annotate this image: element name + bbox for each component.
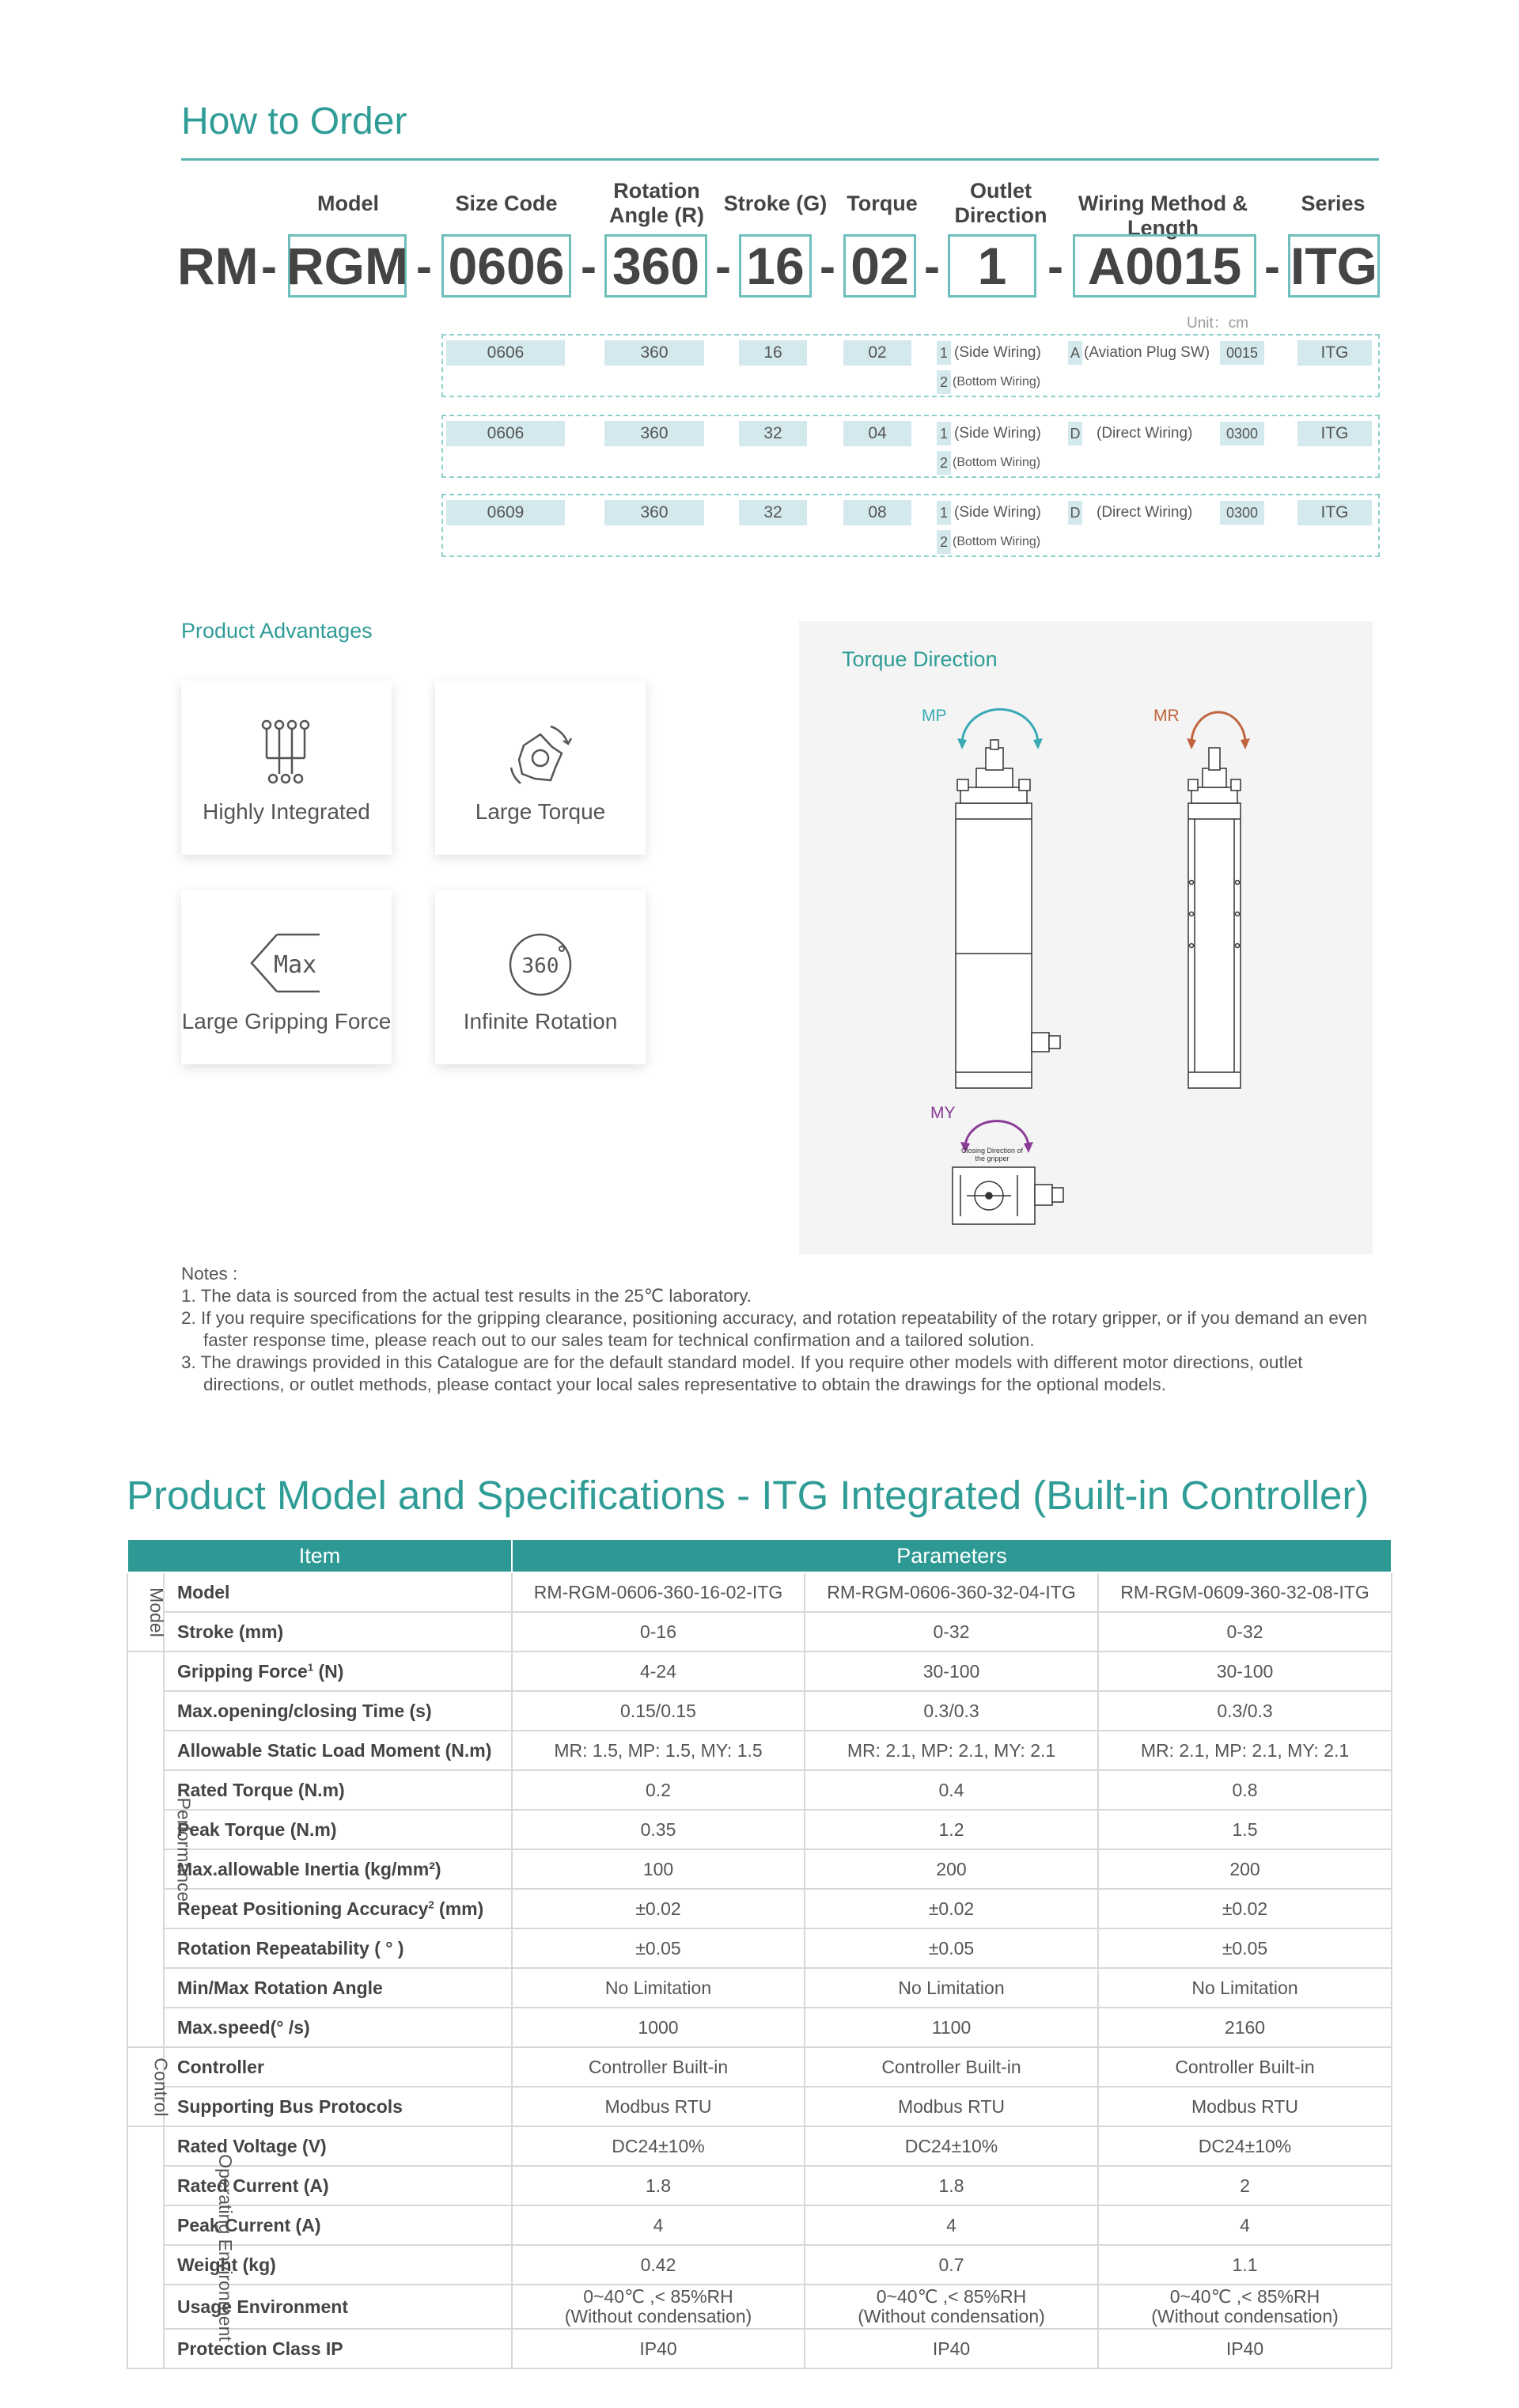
option-torque: 02 xyxy=(843,340,911,366)
table-row xyxy=(127,2008,1392,2047)
row-item: Supporting Bus Protocols xyxy=(164,2087,512,2126)
cell: ±0.02 xyxy=(1098,1889,1392,1928)
cell xyxy=(512,2285,805,2329)
option-rotation: 360 xyxy=(604,500,704,525)
table-row xyxy=(127,2245,1392,2285)
cell: 0-16 xyxy=(512,1612,805,1651)
my-label: MY xyxy=(930,1104,956,1122)
advantage-label: Highly Integrated xyxy=(203,799,370,824)
table-row xyxy=(127,1810,1392,1849)
outlet-code: 1 xyxy=(937,422,951,446)
option-row xyxy=(441,415,1380,478)
cell: 0.3/0.3 xyxy=(1098,1691,1392,1731)
table-row xyxy=(127,1651,1392,1691)
cell: 4-24 xyxy=(512,1651,805,1691)
cell: 0.4 xyxy=(805,1770,1098,1810)
cell-line1: 0~40℃ ,< 85%RH xyxy=(583,2286,733,2307)
row-item-text: Repeat Positioning Accuracy xyxy=(177,1898,429,1919)
table-row xyxy=(127,1849,1392,1889)
group-performance xyxy=(127,1651,195,2047)
advantage-card xyxy=(181,890,392,1064)
cell: 0.35 xyxy=(512,1810,805,1849)
rotation-360-icon xyxy=(505,928,576,999)
cell: 30-100 xyxy=(805,1651,1098,1691)
cell: 0.42 xyxy=(512,2245,805,2285)
group-label: Operating Environment xyxy=(214,2153,236,2342)
rotation-icon-text: 360 xyxy=(521,954,559,978)
option-rotation: 360 xyxy=(604,421,704,446)
row-item-text: Gripping Force xyxy=(177,1660,308,1682)
mp-arrowhead xyxy=(957,738,967,749)
mr-arrowhead xyxy=(1187,738,1196,749)
title-rule xyxy=(181,158,1379,161)
cell: DC24±10% xyxy=(512,2126,805,2166)
code-dash: - xyxy=(924,239,940,293)
cell: 200 xyxy=(805,1849,1098,1889)
row-item: Controller xyxy=(164,2047,512,2087)
row-item: Peak Current (A) xyxy=(164,2205,512,2245)
header-wiring: Wiring Method & Length xyxy=(1078,192,1248,240)
group-label: Model xyxy=(146,1587,167,1637)
table-row xyxy=(127,2166,1392,2205)
cell-line2: (Without condensation) xyxy=(858,2306,1045,2326)
row-item: Max.speed(° /s) xyxy=(164,2008,512,2047)
table-row xyxy=(127,1691,1392,1731)
table-row xyxy=(127,1770,1392,1810)
header-outlet-line1: Outlet xyxy=(970,179,1032,203)
header-rotation-line1: Rotation xyxy=(613,179,700,203)
row-item: Peak Torque (N.m) xyxy=(164,1810,512,1849)
code-dash: - xyxy=(416,239,432,293)
product-advantages-title: Product Advantages xyxy=(181,619,373,643)
option-row xyxy=(441,334,1380,397)
cell: Modbus RTU xyxy=(805,2087,1098,2126)
mp-arrowhead xyxy=(1033,738,1043,749)
table-row xyxy=(127,1928,1392,1968)
header-item: Item xyxy=(127,1539,512,1572)
cell: RM-RGM-0606-360-32-04-ITG xyxy=(805,1572,1098,1612)
cell: Controller Built-in xyxy=(1098,2047,1392,2087)
code-outlet: 1 xyxy=(948,234,1036,298)
cell: IP40 xyxy=(1098,2329,1392,2368)
group-control xyxy=(127,2047,172,2126)
table-row xyxy=(127,1889,1392,1928)
header-model: Model xyxy=(317,192,379,215)
length-code: 0015 xyxy=(1220,341,1264,365)
cell: RM-RGM-0609-360-32-08-ITG xyxy=(1098,1572,1392,1612)
code-dash: - xyxy=(261,239,277,293)
code-wiring: A0015 xyxy=(1073,234,1256,298)
code-dash: - xyxy=(581,239,597,293)
cell: 1.8 xyxy=(805,2166,1098,2205)
row-item-unit: (N) xyxy=(313,1660,344,1682)
outlet-label: (Side Wiring) xyxy=(954,504,1041,521)
wiring-code: D xyxy=(1068,501,1082,525)
wiring-code: D xyxy=(1068,422,1082,446)
cell: 4 xyxy=(805,2205,1098,2245)
cell: 4 xyxy=(1098,2205,1392,2245)
outlet-label: (Side Wiring) xyxy=(954,425,1041,442)
option-stroke: 32 xyxy=(739,500,807,525)
header-parameters: Parameters xyxy=(512,1539,1392,1572)
footnote-mark: 1 xyxy=(307,1660,314,1673)
row-item xyxy=(164,1651,512,1691)
option-stroke: 16 xyxy=(739,340,807,366)
max-icon-text: Max xyxy=(274,951,317,979)
length-code: 0300 xyxy=(1220,501,1264,525)
option-row xyxy=(441,494,1380,557)
cell: 100 xyxy=(512,1849,805,1889)
cell: 0.3/0.3 xyxy=(805,1691,1098,1731)
code-size: 0606 xyxy=(441,234,571,298)
advantage-card xyxy=(181,681,392,855)
row-item-unit: (mm) xyxy=(434,1898,484,1919)
cell: Modbus RTU xyxy=(1098,2087,1392,2126)
cell: 0-32 xyxy=(805,1612,1098,1651)
cell: 30-100 xyxy=(1098,1651,1392,1691)
table-row xyxy=(127,1572,1392,1612)
advantage-card xyxy=(435,890,646,1064)
cell: ±0.05 xyxy=(512,1928,805,1968)
code-rotation: 360 xyxy=(604,234,707,298)
outlet-code: 2 xyxy=(937,451,951,475)
group-model xyxy=(127,1572,167,1651)
unit-label: Unit：cm xyxy=(1187,315,1249,332)
option-size: 0609 xyxy=(446,500,565,525)
outlet-label: (Bottom Wiring) xyxy=(953,535,1041,548)
cell: ±0.02 xyxy=(512,1889,805,1928)
how-to-order-title: How to Order xyxy=(181,100,407,142)
code-stroke: 16 xyxy=(739,234,812,298)
table-row xyxy=(127,1968,1392,2008)
cell: ±0.02 xyxy=(805,1889,1098,1928)
cell: 0.15/0.15 xyxy=(512,1691,805,1731)
torque-direction-drawing xyxy=(799,621,1373,1254)
mr-arrowhead xyxy=(1241,738,1250,749)
group-label: Performance xyxy=(173,1797,195,1902)
header-stroke: Stroke (G) xyxy=(723,192,828,215)
advantage-label: Large Gripping Force xyxy=(181,1009,392,1033)
advantage-label: Infinite Rotation xyxy=(463,1009,618,1033)
cell xyxy=(805,2285,1098,2329)
cell-line1: 0~40℃ ,< 85%RH xyxy=(876,2286,1027,2307)
code-series: ITG xyxy=(1288,234,1380,298)
table-row xyxy=(127,1731,1392,1770)
outlet-code: 1 xyxy=(937,501,951,525)
cell-line2: (Without condensation) xyxy=(1151,2306,1339,2326)
row-item: Protection Class IP xyxy=(164,2329,512,2368)
code-dash: - xyxy=(1264,239,1280,293)
footnote-mark: 2 xyxy=(428,1898,434,1910)
outlet-label: (Bottom Wiring) xyxy=(953,375,1041,389)
table-row xyxy=(127,2285,1392,2329)
option-torque: 04 xyxy=(843,421,911,446)
cell: 0.8 xyxy=(1098,1770,1392,1810)
cell: ±0.05 xyxy=(1098,1928,1392,1968)
cell: IP40 xyxy=(805,2329,1098,2368)
outlet-code: 2 xyxy=(937,530,951,554)
code-dash: - xyxy=(1047,239,1063,293)
row-item: Min/Max Rotation Angle xyxy=(164,1968,512,2008)
row-item: Rotation Repeatability ( ° ) xyxy=(164,1928,512,1968)
code-prefix: RM xyxy=(177,237,259,295)
table-row xyxy=(127,2329,1392,2368)
table-row xyxy=(127,2087,1392,2126)
note-item: 1. The data is sourced from the actual test results in the 25℃ laboratory. xyxy=(181,1286,752,1306)
wiring-label: (Aviation Plug SW) xyxy=(1084,344,1210,361)
cell: DC24±10% xyxy=(1098,2126,1392,2166)
cell: 1.5 xyxy=(1098,1810,1392,1849)
notes xyxy=(181,1263,1384,1396)
cell: MR: 2.1, MP: 2.1, MY: 2.1 xyxy=(1098,1731,1392,1770)
cell: 1000 xyxy=(512,2008,805,2047)
closing-note-line1: Closing Direction of xyxy=(960,1147,1024,1155)
row-item: Stroke (mm) xyxy=(164,1612,512,1651)
outlet-code: 2 xyxy=(937,370,951,394)
cell: 1.8 xyxy=(512,2166,805,2205)
table-row xyxy=(127,2205,1392,2245)
header-rotation-line2: Angle (R) xyxy=(609,203,704,227)
cell: 1.2 xyxy=(805,1810,1098,1849)
mr-label: MR xyxy=(1153,707,1180,725)
outlet-code: 1 xyxy=(937,341,951,365)
option-torque: 08 xyxy=(843,500,911,525)
header-outlet-line2: Direction xyxy=(954,203,1047,227)
cell: Modbus RTU xyxy=(512,2087,805,2126)
row-item: Weight (kg) xyxy=(164,2245,512,2285)
header-size-code: Size Code xyxy=(455,192,558,215)
header-torque: Torque xyxy=(847,192,918,215)
table-row xyxy=(127,1612,1392,1651)
cell: MR: 2.1, MP: 2.1, MY: 2.1 xyxy=(805,1731,1098,1770)
table-row xyxy=(127,2126,1392,2166)
cell: 0-32 xyxy=(1098,1612,1392,1651)
option-series: ITG xyxy=(1297,340,1372,366)
cell: ±0.05 xyxy=(805,1928,1098,1968)
cell: No Limitation xyxy=(805,1968,1098,2008)
advantage-card xyxy=(435,681,646,855)
gripper-top-view xyxy=(953,1167,1063,1224)
option-size: 0606 xyxy=(446,421,565,446)
row-item: Rated Torque (N.m) xyxy=(164,1770,512,1810)
cell: Controller Built-in xyxy=(805,2047,1098,2087)
max-force-icon xyxy=(247,928,326,999)
code-torque: 02 xyxy=(843,234,916,298)
note-item: 2. If you require specifications for the gripping clearance, positioning accuracy, and rotation repeatability of the rotary gripper, or if you demand an even faster response time, please reach out to our sales team for technical confirmation and a tailored solution. xyxy=(181,1308,1368,1350)
cell: Controller Built-in xyxy=(512,2047,805,2087)
row-item: Max.allowable Inertia (kg/mm²) xyxy=(164,1849,512,1889)
mp-label: MP xyxy=(922,707,947,725)
spec-title: Product Model and Specifications - ITG Integrated (Built-in Controller) xyxy=(127,1473,1369,1518)
cell: 0.7 xyxy=(805,2245,1098,2285)
my-arrow xyxy=(965,1121,1028,1147)
note-item: 3. The drawings provided in this Catalogue are for the default standard model. If you require other models with different motor directions, outlet directions, or outlet methods, please contact your local sales representative to obtain the drawings for the optional models. xyxy=(181,1352,1303,1394)
torque-icon xyxy=(505,719,576,790)
gripper-side-view xyxy=(1188,748,1241,1088)
cell: No Limitation xyxy=(512,1968,805,2008)
cell: DC24±10% xyxy=(805,2126,1098,2166)
option-series: ITG xyxy=(1297,500,1372,525)
cell: RM-RGM-0606-360-16-02-ITG xyxy=(512,1572,805,1612)
order-code xyxy=(177,234,1380,298)
wiring-code: A xyxy=(1068,341,1082,365)
option-stroke: 32 xyxy=(739,421,807,446)
outlet-label: (Side Wiring) xyxy=(954,344,1041,361)
cell: 1.1 xyxy=(1098,2245,1392,2285)
option-rotation: 360 xyxy=(604,340,704,366)
advantage-label: Large Torque xyxy=(475,799,606,824)
cell: 1100 xyxy=(805,2008,1098,2047)
mp-arrow xyxy=(962,709,1038,744)
row-item: Usage Environment xyxy=(164,2285,512,2329)
table-row xyxy=(127,2047,1392,2087)
spec-table xyxy=(127,1538,1392,2369)
wiring-label: (Direct Wiring) xyxy=(1097,425,1193,442)
mr-arrow xyxy=(1191,712,1245,744)
group-label: Control xyxy=(150,2057,172,2117)
row-item: Rated Current (A) xyxy=(164,2166,512,2205)
cell-line2: (Without condensation) xyxy=(564,2306,752,2326)
code-dash: - xyxy=(820,239,835,293)
closing-note-line2: the gripper xyxy=(975,1155,1010,1162)
notes-heading: Notes : xyxy=(181,1264,238,1284)
cell: 2160 xyxy=(1098,2008,1392,2047)
option-series: ITG xyxy=(1297,421,1372,446)
header-outlet-direction xyxy=(941,179,1060,228)
row-item xyxy=(164,1889,512,1928)
cell: No Limitation xyxy=(1098,1968,1392,2008)
row-item: Rated Voltage (V) xyxy=(164,2126,512,2166)
cell: IP40 xyxy=(512,2329,805,2368)
integrated-icon xyxy=(259,719,314,790)
cell xyxy=(1098,2285,1392,2329)
cell: 4 xyxy=(512,2205,805,2245)
torque-direction-title: Torque Direction xyxy=(842,647,998,671)
gripper-front-view xyxy=(956,740,1060,1088)
row-item: Allowable Static Load Moment (N.m) xyxy=(164,1731,512,1770)
code-model: RGM xyxy=(288,234,407,298)
header-rotation-angle xyxy=(601,179,712,228)
length-code: 0300 xyxy=(1220,422,1264,446)
outlet-label: (Bottom Wiring) xyxy=(953,456,1041,469)
row-item: Model xyxy=(164,1572,512,1612)
cell: 0.2 xyxy=(512,1770,805,1810)
code-dash: - xyxy=(715,239,731,293)
cell: MR: 1.5, MP: 1.5, MY: 1.5 xyxy=(512,1731,805,1770)
spec-header-row xyxy=(127,1539,1392,1572)
cell-line1: 0~40℃ ,< 85%RH xyxy=(1169,2286,1320,2307)
cell: 200 xyxy=(1098,1849,1392,1889)
cell: 2 xyxy=(1098,2166,1392,2205)
row-item: Max.opening/closing Time (s) xyxy=(164,1691,512,1731)
option-size: 0606 xyxy=(446,340,565,366)
header-series: Series xyxy=(1301,192,1366,215)
wiring-label: (Direct Wiring) xyxy=(1097,504,1193,521)
my-arrowhead xyxy=(1024,1142,1033,1153)
